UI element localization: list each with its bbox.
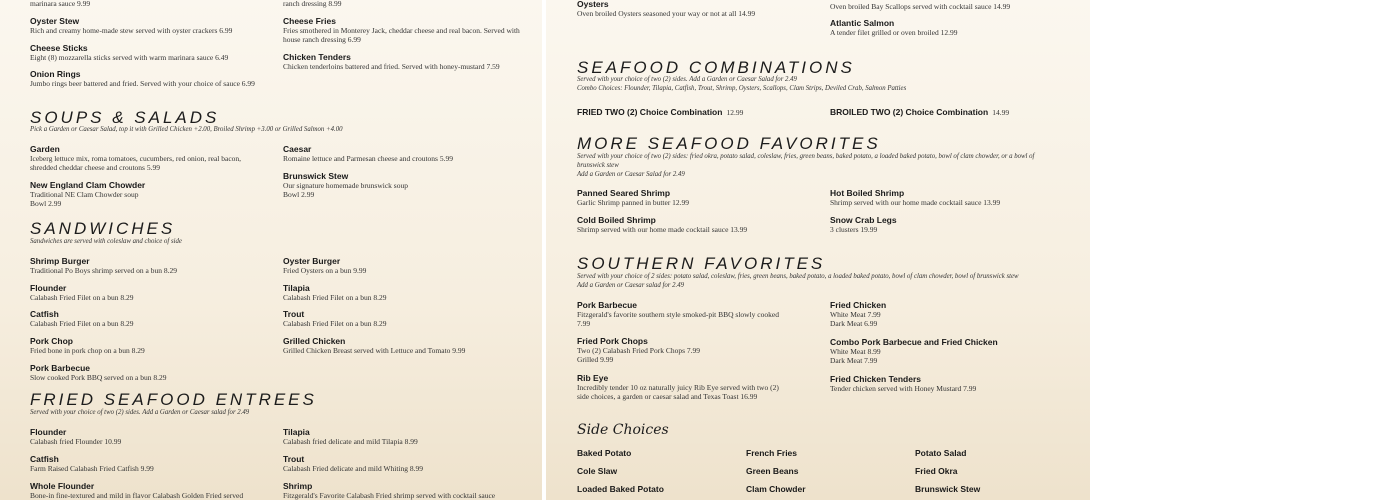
item-desc: side choices, a garden or caesar salad and Texas Toast 16.99 <box>577 392 758 401</box>
cut-off-text: ranch dressing 8.99 <box>283 0 342 8</box>
item-desc: Calabash Fried Filet on a bun 8.29 <box>30 293 134 302</box>
item-desc: A tender filet grilled or oven broiled 12.99 <box>830 28 958 37</box>
item-name: Chicken Tenders <box>283 52 351 62</box>
item-name: Snow Crab Legs <box>830 215 897 225</box>
item-desc: Iceberg lettuce mix, roma tomatoes, cucumbers, red onion, real bacon, shredded cheddar cheese and croutons 5.99 <box>30 154 242 172</box>
item-desc: White Meat 8.99 <box>830 347 881 356</box>
section-note: Sandwiches are served with coleslaw and choice of side <box>30 238 182 245</box>
item-name: Pork Chop <box>30 336 73 346</box>
item-desc: Romaine lettuce and Parmesan cheese and croutons 5.99 <box>283 154 453 163</box>
menu-item <box>30 481 275 500</box>
item-desc: 3 clusters 19.99 <box>830 225 878 234</box>
menu-item <box>283 309 523 328</box>
item-name: Grilled Chicken <box>283 336 346 346</box>
menu-item <box>830 337 1070 365</box>
combo-item <box>830 102 1009 120</box>
item-name: Panned Seared Shrimp <box>577 188 671 198</box>
menu-item <box>830 188 1070 207</box>
section-heading: SANDWICHES <box>30 219 176 238</box>
item-name: Fried Chicken Tenders <box>830 374 922 384</box>
item-name: Fried Chicken <box>830 300 887 310</box>
item-desc: Fitzgerald's Favorite Calabash Fried shrimp served with cocktail sauce <box>283 491 496 500</box>
menu-item <box>283 16 523 44</box>
menu-item <box>577 336 817 364</box>
menu-item <box>30 454 270 473</box>
item-name: BROILED TWO (2) Choice Combination <box>830 107 989 117</box>
item-name: Fried Pork Chops <box>577 336 648 346</box>
menu-page-left <box>0 0 542 500</box>
menu-item <box>283 427 523 446</box>
item-desc: Fries smothered in Monterey Jack, cheddar cheese and real bacon. Served with house ranch dressing 6.99 <box>283 26 520 44</box>
section-heading: SEAFOOD COMBINATIONS <box>577 58 855 77</box>
item-price: Bowl 2.99 <box>283 190 315 199</box>
item-desc: Rich and creamy home-made stew served with oyster crackers 6.99 <box>30 26 233 35</box>
menu-item <box>577 0 817 18</box>
menu-item <box>30 427 270 446</box>
item-name: Catfish <box>30 454 59 464</box>
item-price: 14.99 <box>992 108 1010 117</box>
menu-item <box>30 336 268 355</box>
menu-item <box>283 144 523 163</box>
item-name: Caesar <box>283 144 312 154</box>
item-desc: Slow cooked Pork BBQ served on a bun 8.29 <box>30 373 167 382</box>
item-name: Oysters <box>577 0 609 9</box>
menu-item <box>830 300 1070 328</box>
item-desc: Traditional NE Clam Chowder soup <box>30 190 139 199</box>
menu-item <box>283 481 533 500</box>
item-name: Trout <box>283 309 305 319</box>
menu-item <box>30 180 268 208</box>
item-desc: Farm Raised Calabash Fried Catfish 9.99 <box>30 464 154 473</box>
item-name: Atlantic Salmon <box>830 18 895 28</box>
item-name: Hot Boiled Shrimp <box>830 188 905 198</box>
section-heading: FRIED SEAFOOD ENTREES <box>30 390 317 409</box>
menu-item <box>830 18 1070 37</box>
item-name: Shrimp Burger <box>30 256 90 266</box>
item-name: Trout <box>283 454 305 464</box>
item-desc: Grilled Chicken Breast served with Lettuce and Tomato 9.99 <box>283 346 466 355</box>
item-name: Tilapia <box>283 427 310 437</box>
item-desc: Calabash Fried Filet on a bun 8.29 <box>283 319 387 328</box>
menu-item <box>30 16 265 35</box>
side-item: Baked Potato <box>577 448 632 458</box>
item-name: Cheese Sticks <box>30 43 88 53</box>
item-name: Pork Barbecue <box>30 363 90 373</box>
menu-item <box>577 188 817 207</box>
menu-item <box>830 374 1070 393</box>
item-price: Bowl 2.99 <box>30 199 62 208</box>
section-heading: MORE SEAFOOD FAVORITES <box>577 134 881 153</box>
item-desc: Garlic Shrimp panned in butter 12.99 <box>577 198 690 207</box>
section-note: Served with your choice of two (2) sides. Add a Garden or Caesar salad for 2.49 <box>30 409 250 416</box>
menu-item <box>283 336 523 355</box>
item-desc: Fried bone in pork chop on a bun 8.29 <box>30 346 145 355</box>
section-heading: SOUTHERN FAVORITES <box>577 254 826 273</box>
menu-item <box>30 256 268 275</box>
side-item: Clam Chowder <box>746 484 806 494</box>
item-desc: Our signature homemade brunswick soup <box>283 181 408 190</box>
item-name: Oyster Stew <box>30 16 80 26</box>
side-item: Brunswick Stew <box>915 484 981 494</box>
combo-item <box>577 102 743 120</box>
item-desc: Oven broiled Oysters seasoned your way or not at all 14.99 <box>577 9 756 18</box>
item-desc: Fried Oysters on a bun 9.99 <box>283 266 367 275</box>
item-desc: Jumbo rings beer battered and fried. Served with your choice of sauce 6.99 <box>30 79 255 88</box>
side-item: Green Beans <box>746 466 799 476</box>
side-item: Potato Salad <box>915 448 967 458</box>
item-name: Combo Pork Barbecue and Fried Chicken <box>830 337 998 347</box>
menu-item <box>283 171 523 199</box>
menu-item <box>830 215 1070 234</box>
menu-item <box>30 309 268 328</box>
item-name: Catfish <box>30 309 59 319</box>
section-heading: Side Choices <box>577 422 669 438</box>
item-desc: Tender chicken served with Honey Mustard 7.99 <box>830 384 977 393</box>
item-name: Oyster Burger <box>283 256 341 266</box>
menu-item <box>283 283 523 302</box>
item-desc: Calabash Fried delicate and mild Whiting 8.99 <box>283 464 424 473</box>
item-desc: Calabash Fried Filet on a bun 8.29 <box>283 293 387 302</box>
item-price: Dark Meat 6.99 <box>830 319 878 328</box>
item-name: Brunswick Stew <box>283 171 349 181</box>
item-price: Dark Meat 7.99 <box>830 356 878 365</box>
item-desc: Calabash fried Flounder 10.99 <box>30 437 122 446</box>
side-item: Loaded Baked Potato <box>577 484 664 494</box>
item-name: Shrimp <box>283 481 313 491</box>
menu-item <box>283 52 523 71</box>
item-name: Whole Flounder <box>30 481 95 491</box>
section-note: Add a Garden or Caesar Salad for 2.49 <box>577 171 685 178</box>
item-desc: Shrimp served with our home made cocktail sauce 13.99 <box>830 198 1001 207</box>
item-name: Pork Barbecue <box>577 300 637 310</box>
menu-item <box>283 256 523 275</box>
item-name: Tilapia <box>283 283 310 293</box>
menu-item <box>30 69 265 88</box>
item-desc: Fitzgerald's favorite southern style smoked-pit BBQ slowly cooked <box>577 310 779 319</box>
item-desc: Shrimp served with our home made cocktail sauce 13.99 <box>577 225 748 234</box>
section-note: Served with your choice of two (2) sides. Add a Garden or Caesar Salad for 2.49 <box>577 76 797 83</box>
section-note: Pick a Garden or Caesar Salad, top it with Grilled Chicken +2.00, Broiled Shrimp +3.00 or Grilled Salmon +4.00 <box>30 126 343 133</box>
item-price: Grilled 9.99 <box>577 355 614 364</box>
menu-item <box>30 283 268 302</box>
section-note: Add a Garden or Caesar salad for 2.49 <box>577 282 684 289</box>
cut-off-text: marinara sauce 9.99 <box>30 0 91 8</box>
menu-item <box>30 144 268 172</box>
item-name: Onion Rings <box>30 69 81 79</box>
item-desc: Bone-in fine-textured and mild in flavor Calabash Golden Fried served <box>30 491 244 500</box>
item-desc: Incredibly tender 10 oz naturally juicy Rib Eye served with two (2) <box>577 383 779 392</box>
item-desc: White Meat 7.99 <box>830 310 881 319</box>
side-item: Cole Slaw <box>577 466 618 476</box>
menu-page-right <box>546 0 1090 500</box>
item-desc: Two (2) Calabash Fried Pork Chops 7.99 <box>577 346 701 355</box>
side-item: Fried Okra <box>915 466 958 476</box>
item-name: Cheese Fries <box>283 16 336 26</box>
item-name: Rib Eye <box>577 373 609 383</box>
item-name: FRIED TWO (2) Choice Combination <box>577 107 723 117</box>
section-heading: SOUPS & SALADS <box>30 108 220 127</box>
menu-item <box>577 300 817 328</box>
menu-item <box>577 373 822 401</box>
item-price: 7.99 <box>577 319 591 328</box>
item-desc: Chicken tenderloins battered and fried. Served with honey-mustard 7.59 <box>283 62 500 71</box>
item-name: Flounder <box>30 427 67 437</box>
item-price: 12.99 <box>726 108 744 117</box>
menu-item <box>30 43 265 62</box>
side-item: French Fries <box>746 448 798 458</box>
item-desc: Eight (8) mozzarella sticks served with warm marinara sauce 6.49 <box>30 53 229 62</box>
item-name: New England Clam Chowder <box>30 180 146 190</box>
menu-item <box>577 215 817 234</box>
item-desc: Oven broiled Bay Scallops served with cocktail sauce 14.99 <box>830 2 1011 11</box>
item-name: Cold Boiled Shrimp <box>577 215 656 225</box>
menu-item <box>283 454 523 473</box>
section-note: Served with your choice of 2 sides: potato salad, coleslaw, fries, green beans, baked potato, a loaded baked potato, bowl of clam chowder, bowl of brunswick stew <box>577 273 1019 280</box>
section-note: Served with your choice of two (2) sides: fried okra, potato salad, coleslaw, fries, green beans, baked potato, a loaded baked potato, bowl of clam chowder, or a bowl of brunswick stew <box>577 153 1035 169</box>
item-desc: Calabash Fried Filet on a bun 8.29 <box>30 319 134 328</box>
item-name: Garden <box>30 144 60 154</box>
item-desc: Traditional Po Boys shrimp served on a bun 8.29 <box>30 266 178 275</box>
menu-item <box>30 363 268 382</box>
item-name: Flounder <box>30 283 67 293</box>
item-desc: Calabash fried delicate and mild Tilapia 8.99 <box>283 437 418 446</box>
section-note: Combo Choices: Flounder, Tilapia, Catfish, Trout, Shrimp, Oysters, Scallops, Clam Strips, Deviled Crab, Salmon Patties <box>577 85 907 92</box>
